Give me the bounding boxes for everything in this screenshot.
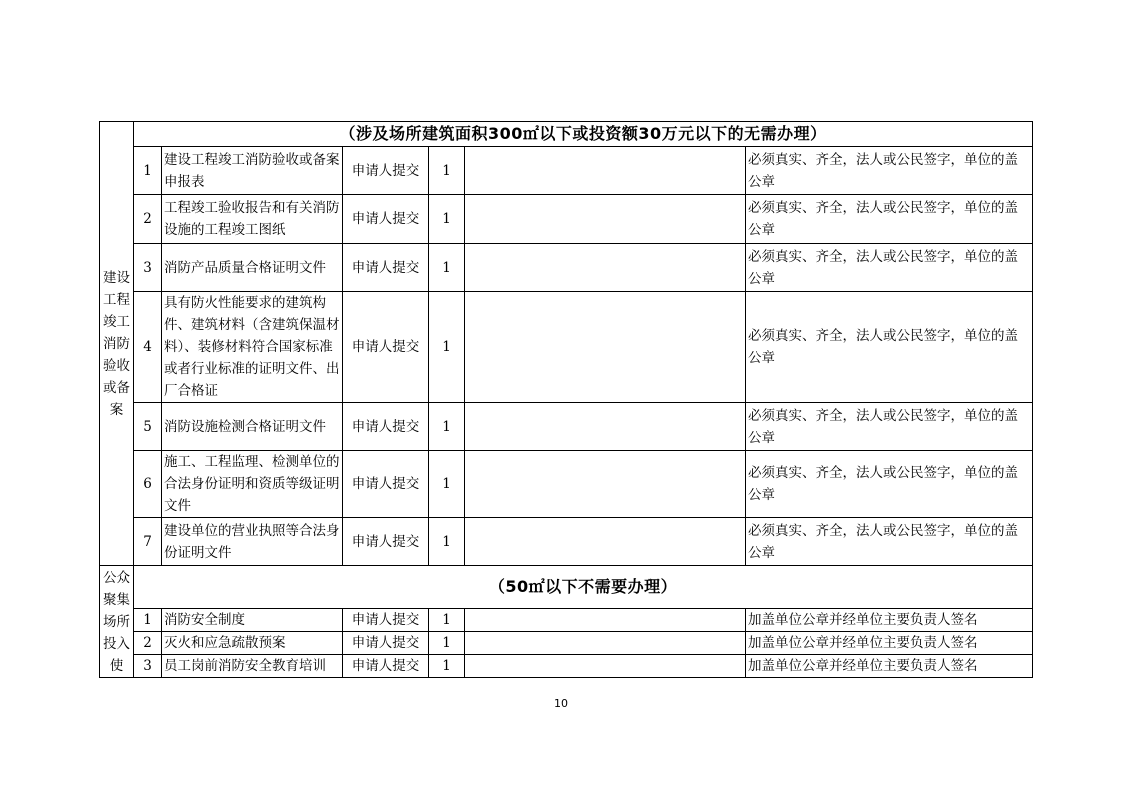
- material-requirement: 必须真实、齐全，法人或公民签字，单位的盖公章: [746, 451, 1033, 518]
- table-row: [100, 244, 1033, 292]
- material-source: 申请人提交: [343, 655, 429, 678]
- material-name: 具有防火性能要求的建筑构件、建筑材料（含建筑保温材料）、装修材料符合国家标准或者行业标准的证明文件、出厂合格证: [162, 292, 343, 403]
- row-number: 3: [134, 244, 162, 292]
- material-count: 1: [429, 403, 465, 451]
- material-name: 消防安全制度: [162, 609, 343, 632]
- row-number: 1: [134, 609, 162, 632]
- section2-category: 公众聚集场所投入使: [100, 566, 134, 678]
- section2-heading-row: [100, 566, 1033, 609]
- material-count: 1: [429, 244, 465, 292]
- page-number: 10: [554, 697, 568, 710]
- section1-heading: （涉及场所建筑面积300㎡以下或投资额30万元以下的无需办理）: [134, 122, 1033, 147]
- table-row: [100, 147, 1033, 195]
- material-source: 申请人提交: [343, 244, 429, 292]
- table-row: [100, 609, 1033, 632]
- row-number: 2: [134, 195, 162, 244]
- material-requirement: 必须真实、齐全，法人或公民签字，单位的盖公章: [746, 292, 1033, 403]
- material-count: 1: [429, 292, 465, 403]
- material-source: 申请人提交: [343, 195, 429, 244]
- material-name: 建设单位的营业执照等合法身份证明文件: [162, 518, 343, 566]
- table-row: [100, 451, 1033, 518]
- material-count: 1: [429, 655, 465, 678]
- material-source: 申请人提交: [343, 292, 429, 403]
- material-requirement: 加盖单位公章并经单位主要负责人签名: [746, 609, 1033, 632]
- section1-category: 建设工程竣工消防验收或备案: [100, 122, 134, 566]
- material-remark: [465, 632, 746, 655]
- material-count: 1: [429, 632, 465, 655]
- material-name: 工程竣工验收报告和有关消防设施的工程竣工图纸: [162, 195, 343, 244]
- material-count: 1: [429, 518, 465, 566]
- material-source: 申请人提交: [343, 147, 429, 195]
- material-count: 1: [429, 609, 465, 632]
- table-row: [100, 632, 1033, 655]
- row-number: 2: [134, 632, 162, 655]
- material-requirement: 加盖单位公章并经单位主要负责人签名: [746, 632, 1033, 655]
- material-source: 申请人提交: [343, 451, 429, 518]
- material-source: 申请人提交: [343, 609, 429, 632]
- material-name: 施工、工程监理、检测单位的合法身份证明和资质等级证明文件: [162, 451, 343, 518]
- material-remark: [465, 244, 746, 292]
- table-row: [100, 655, 1033, 678]
- row-number: 4: [134, 292, 162, 403]
- material-name: 消防产品质量合格证明文件: [162, 244, 343, 292]
- material-source: 申请人提交: [343, 632, 429, 655]
- material-requirement: 加盖单位公章并经单位主要负责人签名: [746, 655, 1033, 678]
- material-source: 申请人提交: [343, 518, 429, 566]
- table-row: [100, 195, 1033, 244]
- material-count: 1: [429, 195, 465, 244]
- table-row: [100, 403, 1033, 451]
- material-count: 1: [429, 147, 465, 195]
- material-requirement: 必须真实、齐全，法人或公民签字，单位的盖公章: [746, 403, 1033, 451]
- material-count: 1: [429, 451, 465, 518]
- section2-heading: （50㎡以下不需要办理）: [134, 566, 1033, 609]
- material-remark: [465, 147, 746, 195]
- row-number: 1: [134, 147, 162, 195]
- section1-heading-row: [100, 122, 1033, 147]
- material-name: 建设工程竣工消防验收或备案申报表: [162, 147, 343, 195]
- table-row: [100, 518, 1033, 566]
- material-requirement: 必须真实、齐全，法人或公民签字，单位的盖公章: [746, 244, 1033, 292]
- material-remark: [465, 403, 746, 451]
- material-source: 申请人提交: [343, 403, 429, 451]
- material-remark: [465, 655, 746, 678]
- materials-table: [99, 121, 1033, 678]
- row-number: 7: [134, 518, 162, 566]
- row-number: 6: [134, 451, 162, 518]
- material-name: 灭火和应急疏散预案: [162, 632, 343, 655]
- material-remark: [465, 518, 746, 566]
- material-remark: [465, 195, 746, 244]
- material-name: 员工岗前消防安全教育培训: [162, 655, 343, 678]
- material-remark: [465, 609, 746, 632]
- row-number: 5: [134, 403, 162, 451]
- material-remark: [465, 292, 746, 403]
- table-row: [100, 292, 1033, 403]
- material-requirement: 必须真实、齐全，法人或公民签字，单位的盖公章: [746, 195, 1033, 244]
- row-number: 3: [134, 655, 162, 678]
- material-requirement: 必须真实、齐全，法人或公民签字，单位的盖公章: [746, 518, 1033, 566]
- material-requirement: 必须真实、齐全，法人或公民签字，单位的盖公章: [746, 147, 1033, 195]
- material-name: 消防设施检测合格证明文件: [162, 403, 343, 451]
- material-remark: [465, 451, 746, 518]
